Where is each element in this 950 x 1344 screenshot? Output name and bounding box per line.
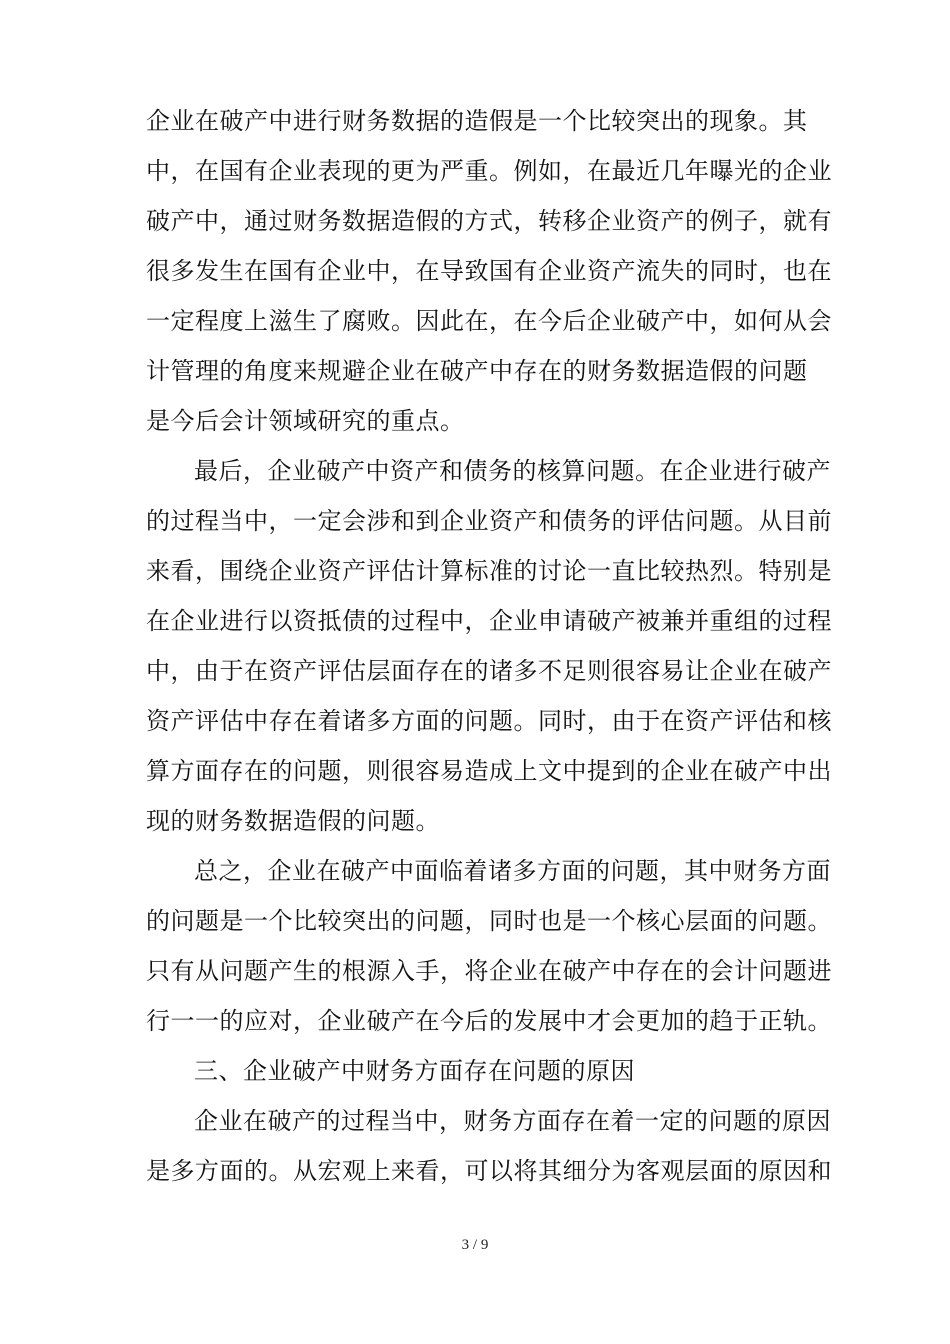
paragraph-start-line: 企业在破产的过程当中，财务方面存在着一定的问题的原因 bbox=[194, 1107, 831, 1135]
text-line: 是多方面的。从宏观上来看，可以将其细分为客观层面的原因和 bbox=[146, 1157, 832, 1185]
text-line: 很多发生在国有企业中，在导致国有企业资产流失的同时，也在 bbox=[146, 257, 832, 285]
text-line: 中，在国有企业表现的更为严重。例如，在最近几年曝光的企业 bbox=[146, 157, 832, 185]
text-line: 是今后会计领域研究的重点。 bbox=[146, 407, 465, 435]
text-line: 在企业进行以资抵债的过程中，企业申请破产被兼并重组的过程 bbox=[146, 607, 832, 635]
section-heading: 三、企业破产中财务方面存在问题的原因 bbox=[194, 1057, 635, 1085]
text-line: 破产中，通过财务数据造假的方式，转移企业资产的例子，就有 bbox=[146, 207, 832, 235]
body-text bbox=[146, 96, 832, 1196]
text-line: 的问题是一个比较突出的问题，同时也是一个核心层面的问题。 bbox=[146, 907, 832, 935]
text-line: 资产评估中存在着诸多方面的问题。同时，由于在资产评估和核 bbox=[146, 707, 832, 735]
page-number: 3 / 9 bbox=[461, 1237, 489, 1253]
text-line: 中，由于在资产评估层面存在的诸多不足则很容易让企业在破产 bbox=[146, 657, 832, 685]
text-line: 现的财务数据造假的问题。 bbox=[146, 807, 440, 835]
text-line: 企业在破产中进行财务数据的造假是一个比较突出的现象。其 bbox=[146, 107, 808, 135]
text-line: 计管理的角度来规避企业在破产中存在的财务数据造假的问题 bbox=[146, 357, 808, 385]
text-line: 来看，围绕企业资产评估计算标准的讨论一直比较热烈。特别是 bbox=[146, 557, 832, 585]
text-line: 行一一的应对，企业破产在今后的发展中才会更加的趋于正轨。 bbox=[146, 1007, 832, 1035]
text-line: 只有从问题产生的根源入手，将企业在破产中存在的会计问题进 bbox=[146, 957, 832, 985]
text-line: 的过程当中，一定会涉和到企业资产和债务的评估问题。从目前 bbox=[146, 507, 832, 535]
text-line: 一定程度上滋生了腐败。因此在，在今后企业破产中，如何从会 bbox=[146, 307, 832, 335]
paragraph-start-line: 总之，企业在破产中面临着诸多方面的问题，其中财务方面 bbox=[194, 857, 831, 885]
paragraph-start-line: 最后，企业破产中资产和债务的核算问题。在企业进行破产 bbox=[194, 457, 831, 485]
text-line: 算方面存在的问题，则很容易造成上文中提到的企业在破产中出 bbox=[146, 757, 832, 785]
